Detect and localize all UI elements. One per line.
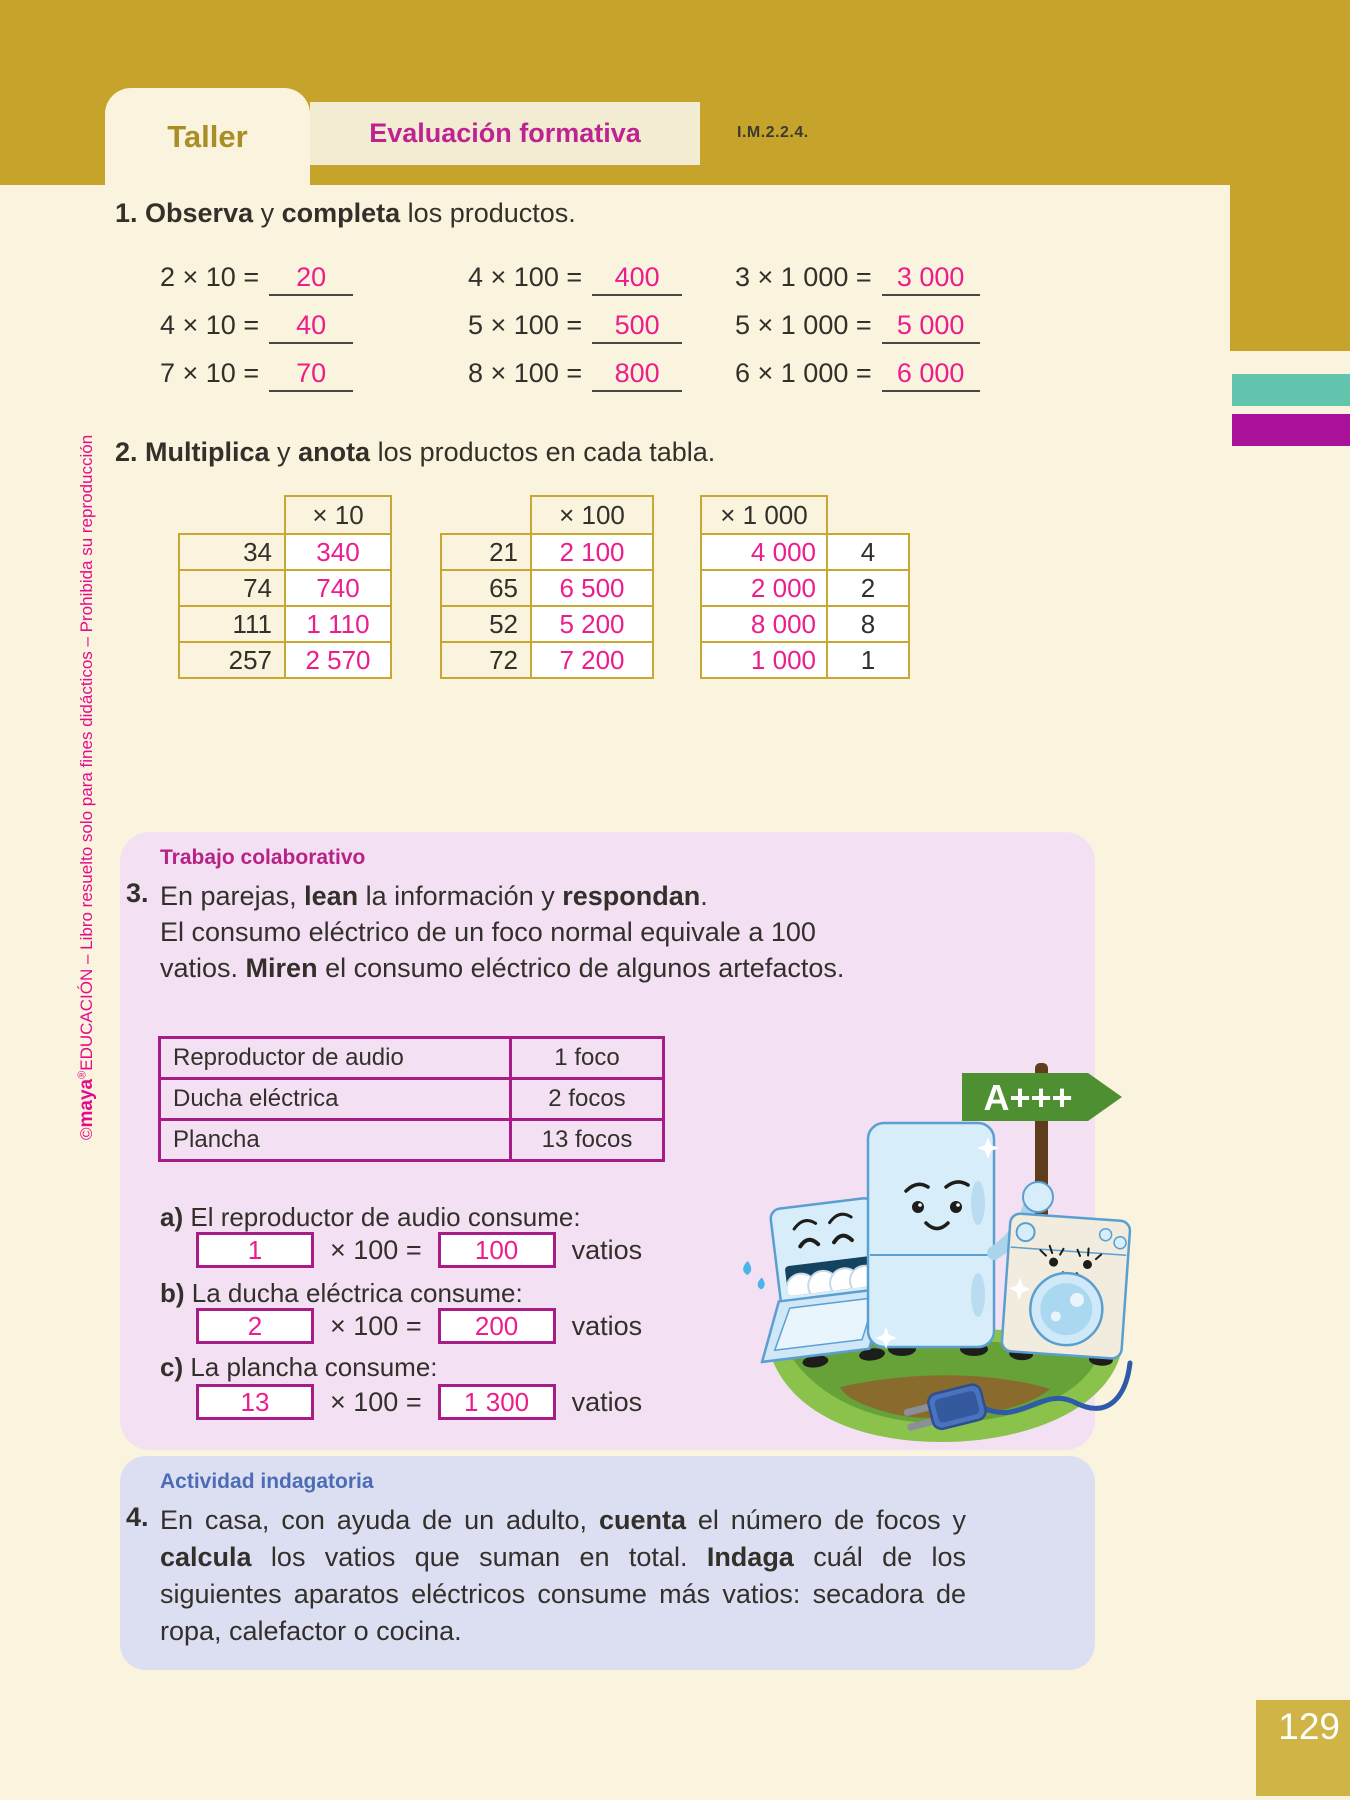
table-header: × 1 000 [701,496,827,534]
equation: 4 × 100 = 400 [468,262,682,296]
exercise4-text: En casa, con ayuda de un adulto, cuenta el número de focos y calcula los vatios que suman en total. Indaga cuál de los siguientes aparatos eléctricos consume más vatios: secadora de ropa, calefactor o cocina. [160,1505,967,1646]
exercise3-line3: vatios. Miren el consumo eléctrico de algunos artefactos. [160,953,845,983]
table-answer-cell: 7 200 [531,642,653,678]
factor-answer-box: 2 [196,1308,314,1344]
page-number: 129 [1256,1700,1350,1796]
equation: 2 × 10 = 20 [160,262,353,296]
factor-answer-box: 13 [196,1384,314,1420]
equation-answer: 70 [269,358,353,392]
appliance-value: 1 foco [511,1038,664,1079]
operation-text: × 100 = [330,1386,422,1417]
tab-evaluacion [310,102,700,165]
equation: 3 × 1 000 = 3 000 [735,262,980,296]
table-answer-cell: 2 000 [701,570,827,606]
multiplication-table-x1000 [700,495,910,679]
product-answer-box: 100 [438,1232,556,1268]
tab-evaluacion-label: Evaluación formativa [369,118,641,148]
exercise2-title: 2. Multiplica y anota los productos en cada tabla. [115,437,716,467]
copyright-text: EDUCACIÓN – Libro resuelto solo para fines didácticos – Prohibida su reproducción [77,434,96,1071]
appliance-value: 13 focos [511,1120,664,1161]
table-answer-cell: 1 000 [701,642,827,678]
tab-taller [105,88,310,185]
equation-answer: 40 [269,310,353,344]
right-magenta-bar [1232,414,1350,446]
energy-rating-label: A+++ [983,1077,1073,1118]
equation: 7 × 10 = 70 [160,358,353,392]
table-cell: 2 [827,570,909,606]
tab-taller-label: Taller [167,118,248,154]
equation-answer: 800 [592,358,682,392]
table-row [160,1120,664,1161]
appliance-name: Plancha [160,1120,511,1161]
unit-label: vatios [571,1386,643,1417]
table-cell: 8 [827,606,909,642]
table-cell: 65 [441,570,531,606]
washing-machine-illustration [1001,1213,1131,1367]
unit-label: vatios [571,1310,643,1341]
copyright-symbol: © [77,1127,96,1140]
table-answer-cell: 740 [285,570,391,606]
exercise3-number: 3. [126,878,149,908]
exercise3-line1: En parejas, lean la información y respondan. [160,881,708,911]
equation: 4 × 10 = 40 [160,310,353,344]
equation-answer: 5 000 [882,310,980,344]
table-answer-cell: 6 500 [531,570,653,606]
refrigerator-hand [1023,1182,1053,1212]
section-badge: Trabajo colaborativo [160,846,366,869]
table-cell: 111 [179,606,285,642]
table-row [160,1038,664,1079]
operation-text: × 100 = [330,1310,422,1341]
equation: 5 × 1 000 = 5 000 [735,310,980,344]
equation-answer: 3 000 [882,262,980,296]
table-row [160,1079,664,1120]
table-cell: 21 [441,534,531,570]
question-b-label: b) La ducha eléctrica consume: [160,1278,523,1308]
table-answer-cell: 2 570 [285,642,391,678]
product-answer-box: 200 [438,1308,556,1344]
question-b-answer-row [196,1308,642,1344]
table-answer-cell: 2 100 [531,534,653,570]
equation-answer: 400 [592,262,682,296]
equation: 5 × 100 = 500 [468,310,682,344]
equation-answer: 500 [592,310,682,344]
curriculum-code: I.M.2.2.4. [737,124,809,141]
exercise1-title: 1. Observa y completa los productos. [115,198,576,228]
refrigerator-illustration [868,1123,999,1356]
appliances-illustration [690,955,1150,1455]
multiplication-table-x10 [178,495,392,679]
product-answer-box: 1 300 [438,1384,556,1420]
unit-label: vatios [571,1234,643,1265]
equation: 6 × 1 000 = 6 000 [735,358,980,392]
appliance-name: Ducha eléctrica [160,1079,511,1120]
question-a-answer-row [196,1232,642,1268]
publisher-brand: maya [76,1078,97,1128]
equation-answer: 6 000 [882,358,980,392]
table-cell: 34 [179,534,285,570]
equation-answer: 20 [269,262,353,296]
table-answer-cell: 4 000 [701,534,827,570]
table-cell: 4 [827,534,909,570]
exercise3-line2: El consumo eléctrico de un foco normal equivale a 100 [160,917,816,947]
right-gold-block [1230,185,1350,351]
table-cell: 72 [441,642,531,678]
table-answer-cell: 1 110 [285,606,391,642]
question-c-answer-row [196,1384,642,1420]
table-header: × 10 [285,496,391,534]
right-teal-bar [1232,374,1350,406]
table-answer-cell: 340 [285,534,391,570]
table-cell: 52 [441,606,531,642]
equation: 8 × 100 = 800 [468,358,682,392]
table-answer-cell: 5 200 [531,606,653,642]
table-cell: 257 [179,642,285,678]
copyright-sidebar [76,435,98,1140]
table-answer-cell: 8 000 [701,606,827,642]
section-badge: Actividad indagatoria [160,1470,374,1493]
exercise4-number: 4. [126,1502,149,1532]
appliance-consumption-table [158,1036,665,1162]
question-a-label: a) El reproductor de audio consume: [160,1202,581,1232]
table-header: × 100 [531,496,653,534]
factor-answer-box: 1 [196,1232,314,1268]
question-c-label: c) La plancha consume: [160,1352,438,1382]
table-cell: 1 [827,642,909,678]
registered-symbol: ® [76,1070,89,1079]
appliance-name: Reproductor de audio [160,1038,511,1079]
operation-text: × 100 = [330,1234,422,1265]
table-cell: 74 [179,570,285,606]
multiplication-table-x100 [440,495,654,679]
appliance-value: 2 focos [511,1079,664,1120]
